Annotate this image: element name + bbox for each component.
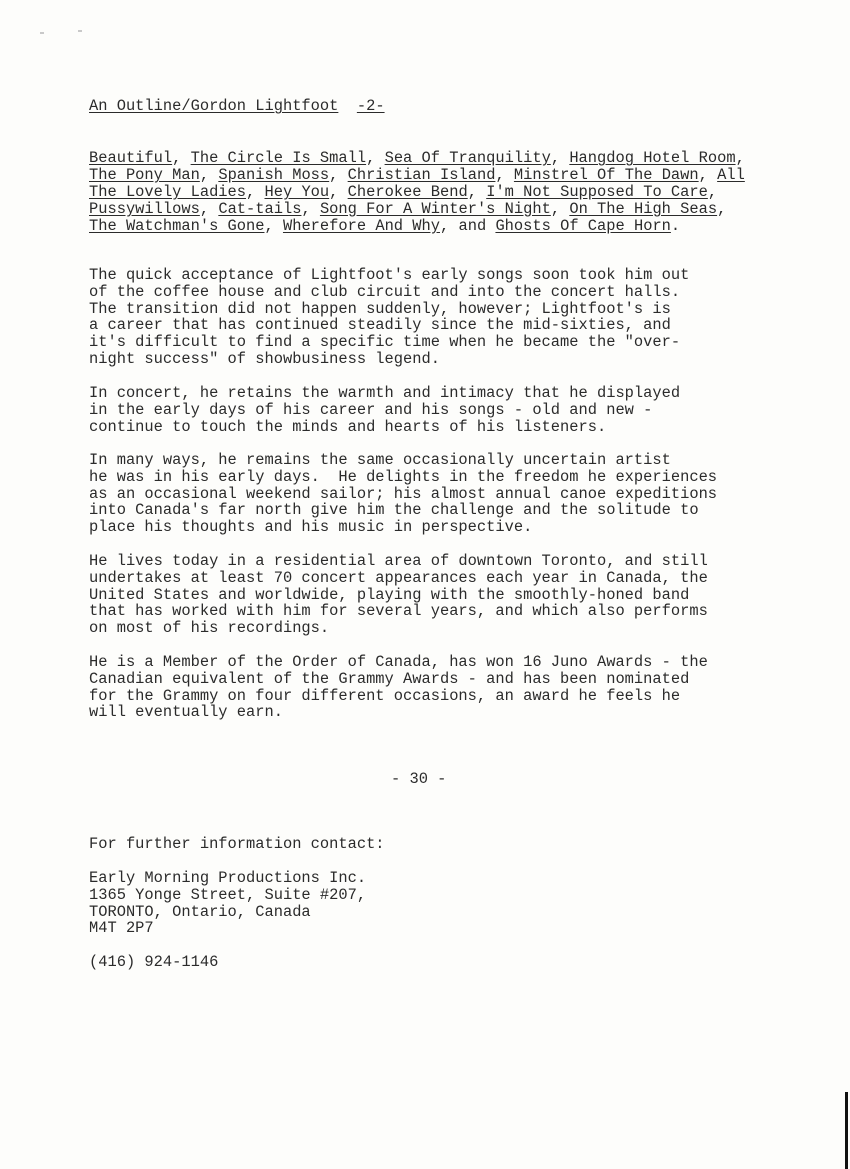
paragraph-many-ways: In many ways, he remains the same occasionally uncertain artist he was in his early days. He delights in the freedom he experiences as an occasional weekend sailor; his almost annual canoe expeditions into Canada's far north give him the challenge and the solitude to place his thoughts and his music in perspective. (89, 451, 718, 537)
scan-speck (40, 32, 44, 34)
contact-phone: (416) 924-1146 (89, 953, 219, 971)
song-title: I'm Not Supposed To Care (486, 182, 708, 201)
song-title: Hangdog Hotel Room (569, 149, 736, 167)
page-header (89, 97, 385, 115)
song-title: Pussywillows (89, 199, 200, 218)
scan-speck (78, 30, 82, 32)
song-title: Cherokee Bend (347, 182, 468, 201)
song-title: Sea Of Tranquility (384, 149, 551, 167)
contact-address: Early Morning Productions Inc. 1365 Yonge Street, Suite #207, TORONTO, Ontario, Canada M4T 2P7 (89, 869, 367, 938)
song-title: The Circle Is Small (190, 149, 367, 167)
song-title: Beautiful (89, 149, 173, 167)
header-page-marker: -2- (356, 97, 385, 115)
song-title: The Pony Man (89, 165, 200, 184)
paragraph-concert: In concert, he retains the warmth and intimacy that he displayed in the early days of his career and his songs - old and new - continue to touch the minds and hearts of his listeners. (89, 384, 681, 436)
song-title: Cat-tails (218, 199, 302, 218)
paragraph-acceptance: The quick acceptance of Lightfoot's early songs soon took him out of the coffee house and club circuit and into the concert halls. The transition did not happen suddenly, however; Lightfoot's is a career that has continued steadily since the mid-sixties, and it's difficult to find a specific time when he became the "over- night success" of showbusiness legend. (89, 266, 690, 368)
song-title: Christian Island (347, 165, 496, 184)
song-title: Wherefore And Why (282, 216, 440, 235)
song-conjunction: and (458, 216, 487, 235)
scan-edge-mark (845, 1092, 848, 1169)
song-title: Song For A Winter's Night (319, 199, 551, 218)
song-title: All The Lovely Ladies (89, 165, 745, 201)
song-title: Minstrel Of The Dawn (513, 165, 699, 184)
song-title: Spanish Moss (218, 165, 330, 184)
song-title: On The High Seas (569, 199, 718, 218)
contact-heading: For further information contact: (89, 835, 385, 853)
song-list: Beautiful, The Circle Is Small, Sea Of Tranquility, Hangdog Hotel Room, The Pony Man, Spanish Moss, Christian Island, Minstrel Of The Dawn, All The Lovely Ladies, Hey You, Cherokee Bend, I'm Not Supposed To Care, Pussywillows, Cat-tails, Song For A Winter's Night, On The High Seas, The Watchman's Gone, Wherefore And Why, and Ghosts Of Cape Horn. (89, 149, 745, 235)
paragraph-lives-today: He lives today in a residential area of downtown Toronto, and still undertakes at least 70 concert appearances each year in Canada, the United States and worldwide, playing with the smoothly-honed band that has worked with him for several years, and which also performs on most of his recordings. (89, 552, 708, 638)
song-title: The Watchman's Gone (89, 216, 265, 235)
header-title: An Outline/Gordon Lightfoot (89, 97, 339, 115)
song-title: Ghosts Of Cape Horn (495, 216, 671, 235)
page-number: - 30 - (391, 770, 447, 788)
paragraph-awards: He is a Member of the Order of Canada, has won 16 Juno Awards - the Canadian equivalent of the Grammy Awards - and has been nominated for the Grammy on four different occasions, an award he feels he will eventually earn. (89, 653, 708, 722)
song-title: Hey You (264, 182, 330, 201)
